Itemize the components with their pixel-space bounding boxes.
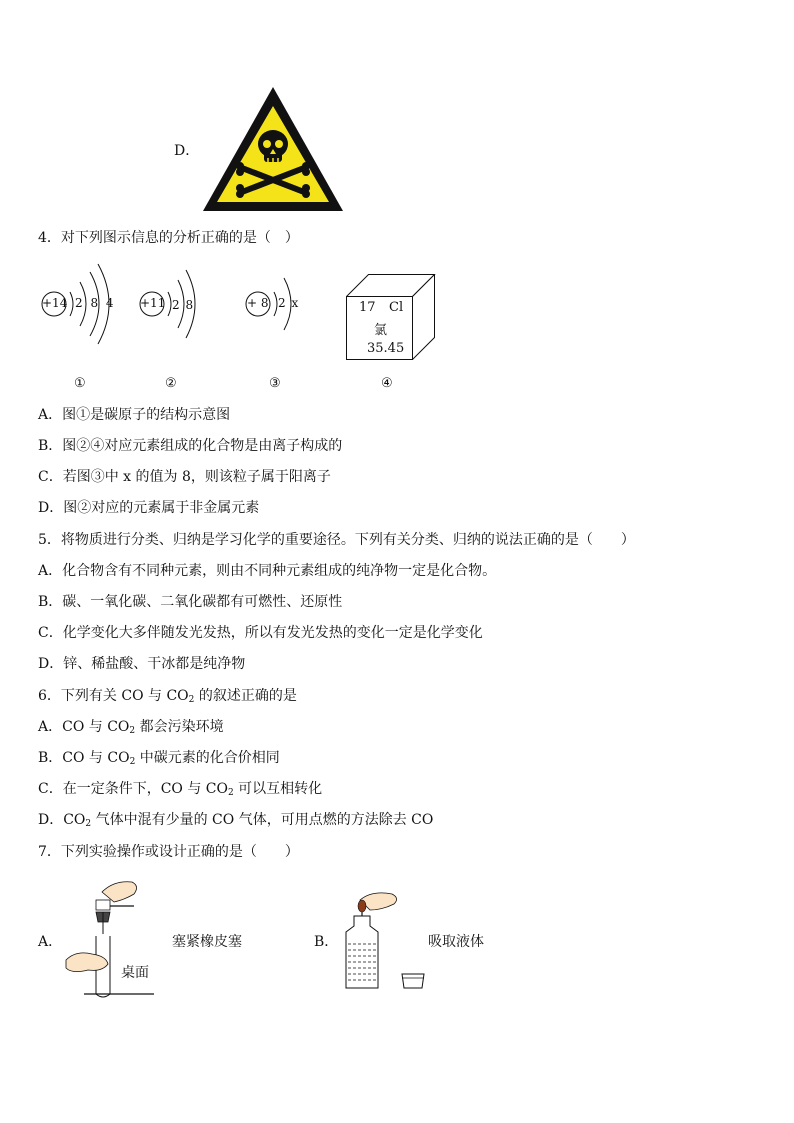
q6-option-d: D．$CO_2$ 气体中混有少量的 CO 气体，可用点燃的方法除去 CO [38,812,434,829]
q7-option-b-label: B． [314,934,339,950]
q7-option-a-caption: 塞紧橡皮塞 [172,934,242,950]
figure-3-shells: 2 x [278,296,299,310]
q3-option-d-label: D． [174,143,200,159]
q4-option-a: A．图①是碳原子的结构示意图 [38,407,231,423]
dropper-reagent-bottle-illustration [338,890,430,994]
figure-4-label: ④ [381,376,393,391]
q7-stem: 7．下列实验操作或设计正确的是（ ） [38,844,299,860]
figure-3-label: ③ [269,376,281,391]
q4-stem: 4．对下列图示信息的分析正确的是（ ） [38,230,299,246]
atom-structure-figure-1 [38,262,118,346]
periodic-table-cell-figure-4 [346,274,436,360]
figure-1-shells: 2 8 4 [75,296,114,310]
q4-option-b: B．图②④对应元素组成的化合物是由离子构成的 [38,438,343,454]
atom-structure-figure-2 [136,266,202,342]
q7-option-b-caption: 吸取液体 [428,934,484,950]
figure-2-nucleus: +11 [140,296,166,310]
q6-stem: 6．下列有关 CO 与 $CO_2$ 的叙述正确的是 [38,688,297,705]
element-name: 氯 [374,323,388,338]
q4-option-d: D．图②对应的元素属于非金属元素 [38,500,260,516]
figure-1-label: ① [74,376,86,391]
element-atomic-number: 17 [359,300,376,315]
q5-option-c: C．化学变化大多伴随发光发热，所以有发光发热的变化一定是化学变化 [38,625,483,641]
q5-option-a: A．化合物含有不同种元素，则由不同种元素组成的纯净物一定是化合物。 [38,563,497,579]
q5-option-d: D．锌、稀盐酸、干冰都是纯净物 [38,656,246,672]
q5-option-b: B．碳、一氧化碳、二氧化碳都有可燃性、还原性 [38,594,343,610]
q4-option-c: C．若图③中 x 的值为 8，则该粒子属于阳离子 [38,469,331,485]
figure-1-nucleus: +14 [42,296,68,310]
figure-3-nucleus: + 8 [247,296,269,310]
q5-stem: 5．将物质进行分类、归纳是学习化学的重要途径。下列有关分类、归纳的说法正确的是（ ） [38,532,635,548]
figure-2-label: ② [165,376,177,391]
q6-option-b: B．CO 与 $CO_2$ 中碳元素的化合价相同 [38,750,280,767]
element-symbol: Cl [389,300,404,315]
figure-2-shells: 2 8 [172,298,194,312]
atom-structure-figure-3 [244,266,310,342]
q7-option-a-label: A． [38,934,63,950]
q6-option-a: A．CO 与 $CO_2$ 都会污染环境 [38,719,224,736]
table-surface-label: 桌面 [121,965,149,981]
element-atomic-mass: 35.45 [367,341,405,356]
q6-option-c: C．在一定条件下，CO 与 $CO_2$ 可以互相转化 [38,781,323,798]
toxic-skull-warning-icon [200,84,346,214]
